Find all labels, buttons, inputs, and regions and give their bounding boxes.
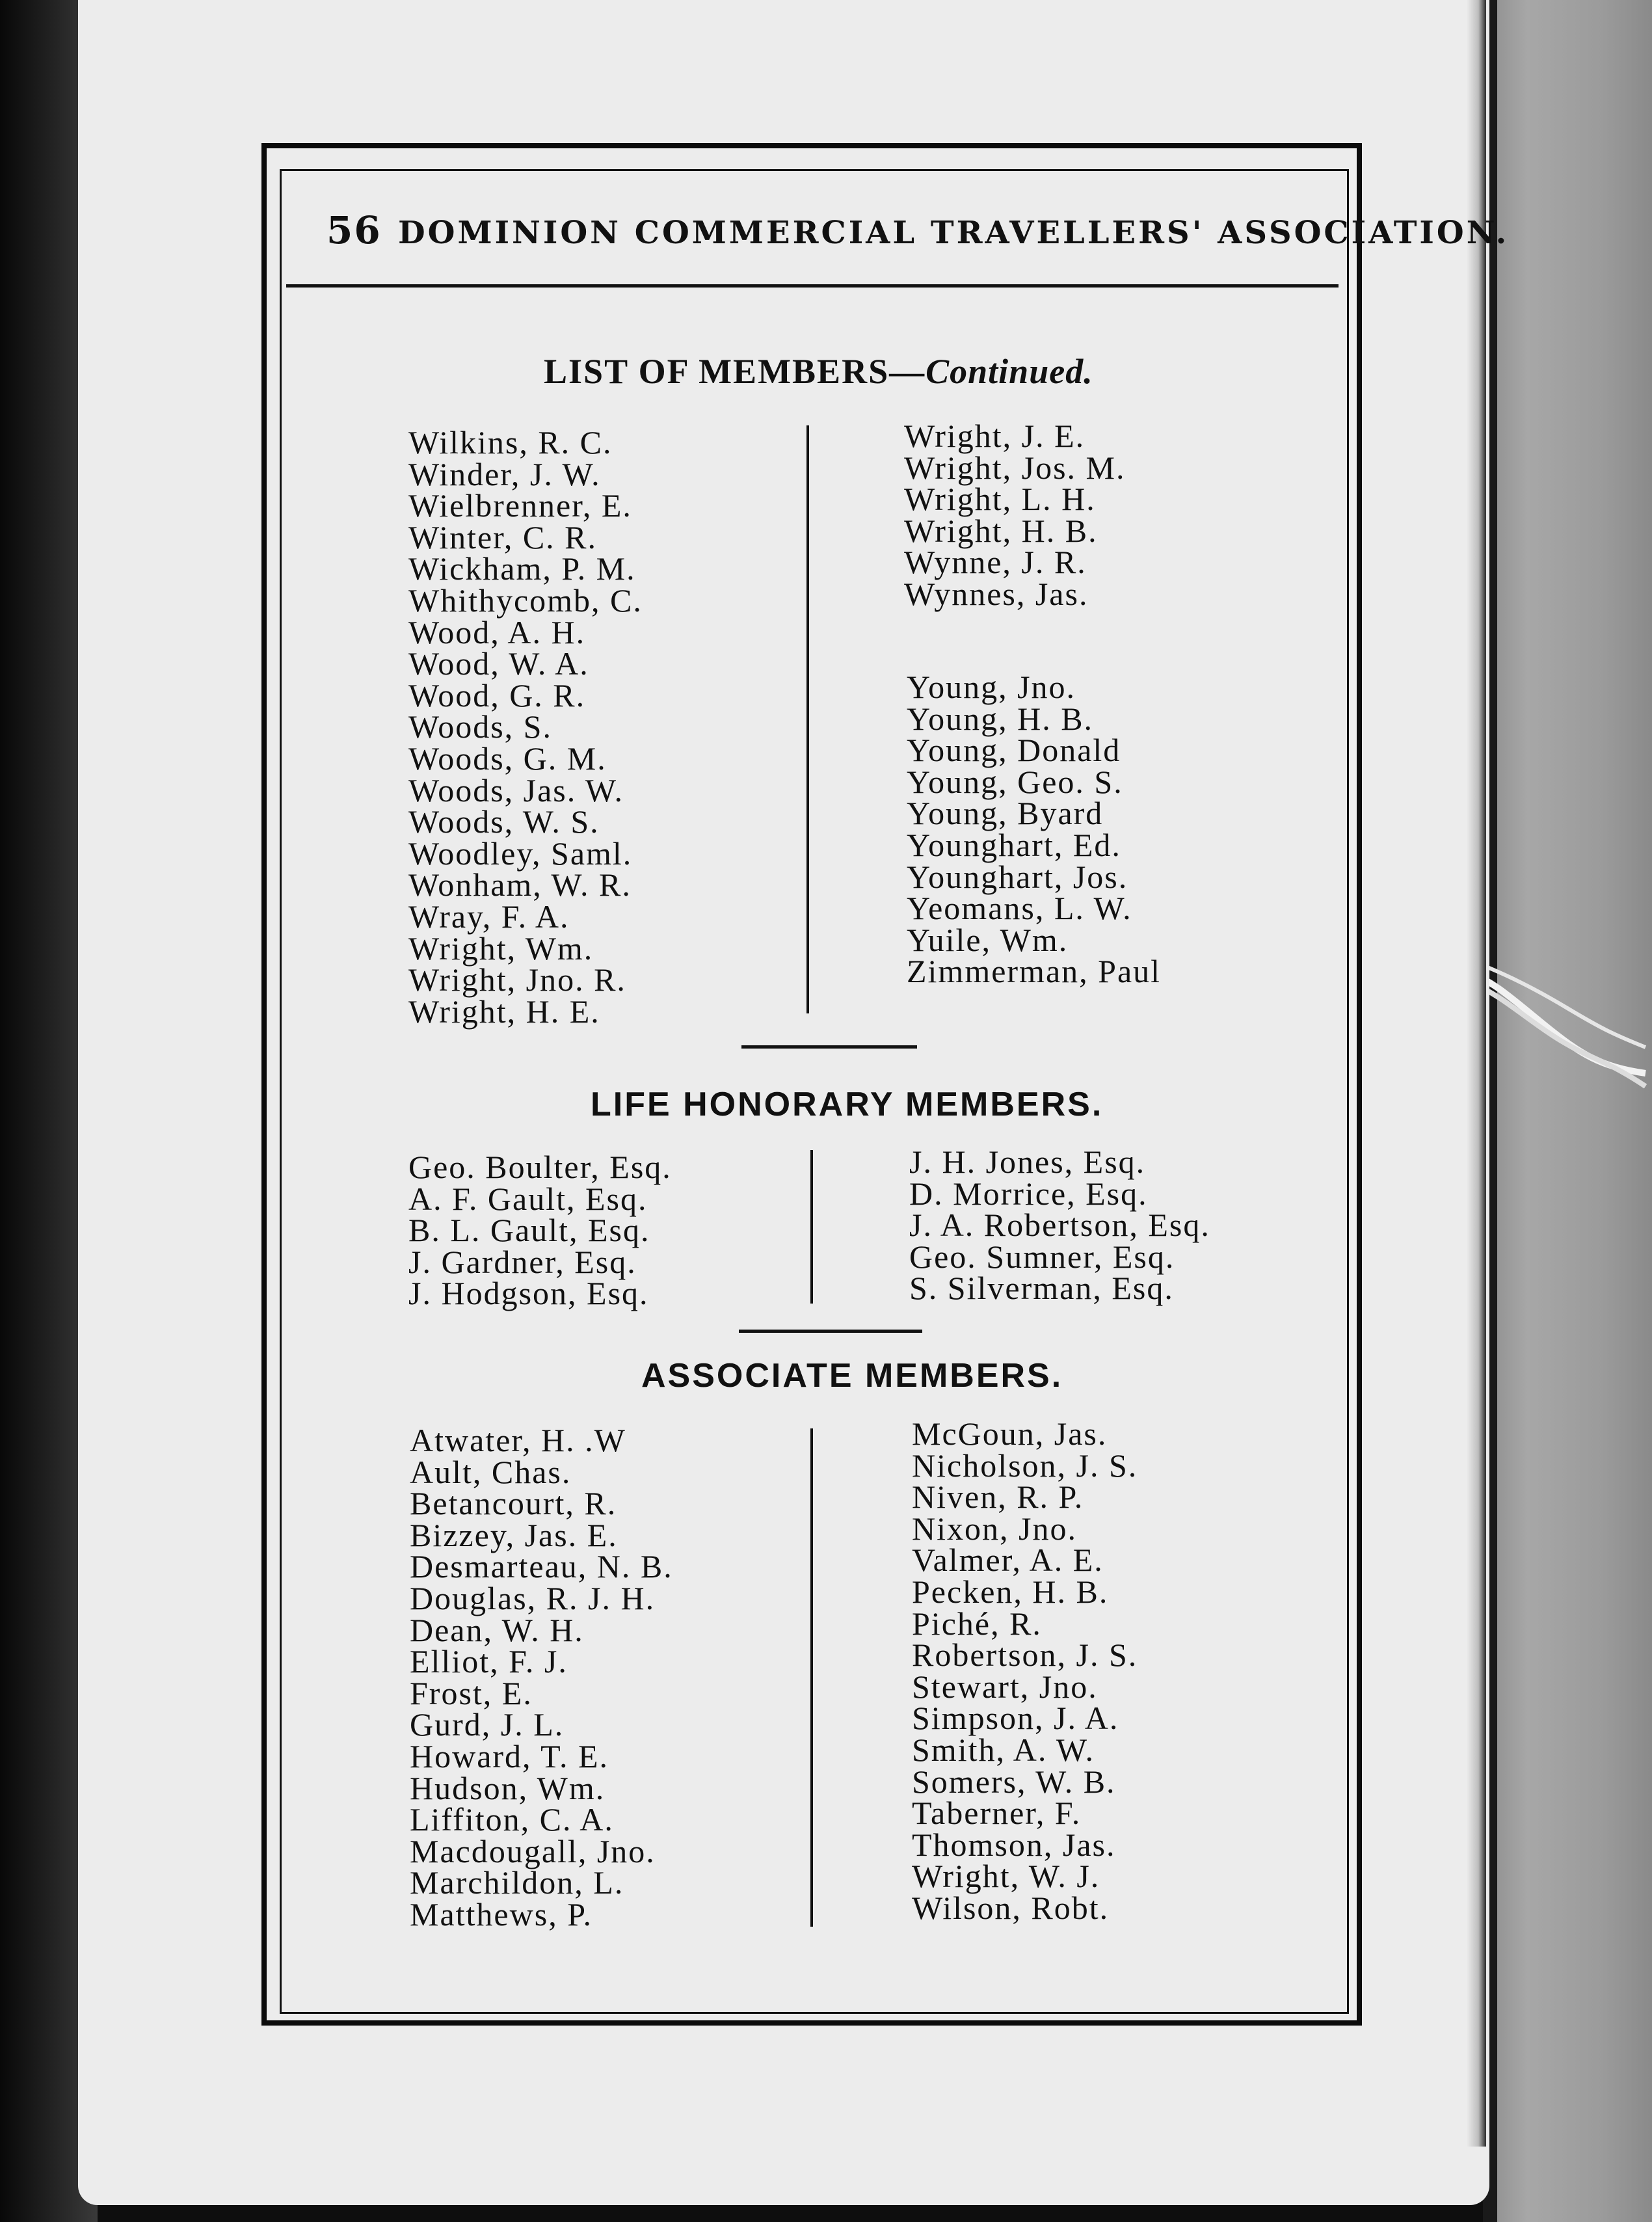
list-item: Howard, T. E.	[410, 1737, 609, 1774]
list-item: Young, Byard	[907, 795, 1104, 832]
running-title: DOMINION COMMERCIAL TRAVELLERS' ASSOCIATION.	[398, 215, 1510, 251]
list-item: Smith, A. W.	[912, 1731, 1095, 1768]
associate-right-column	[912, 1415, 1138, 1926]
list-item: Wynne, J. R.	[904, 544, 1087, 581]
list-item: Liffiton, C. A.	[410, 1801, 614, 1838]
column-divider	[810, 1428, 813, 1927]
list-item: J. H. Jones, Esq.	[909, 1144, 1146, 1180]
list-item: Hudson, Wm.	[410, 1769, 606, 1806]
life-honorary-title: LIFE HONORARY MEMBERS.	[591, 1086, 1104, 1123]
list-item: A. F. Gault, Esq.	[408, 1180, 648, 1217]
list-item: Bizzey, Jas. E.	[410, 1516, 618, 1553]
list-item: Young, Donald	[907, 732, 1121, 769]
list-item: Matthews, P.	[410, 1895, 593, 1933]
honorary-right-column	[909, 1144, 1210, 1307]
list-item: Stewart, Jno.	[912, 1668, 1098, 1705]
list-item: Taberner, F.	[912, 1795, 1082, 1832]
page-edge-shadow	[1467, 0, 1486, 2147]
list-item: Yuile, Wm.	[907, 921, 1069, 958]
section-title-text: LIST OF MEMBERS—	[544, 352, 926, 391]
list-item: Betancourt, R.	[410, 1485, 617, 1522]
list-item: Nicholson, J. S.	[912, 1447, 1138, 1484]
members-left-column	[408, 424, 643, 1030]
honorary-left-column	[408, 1149, 672, 1312]
list-item: Desmarteau, N. B.	[410, 1548, 673, 1585]
list-item: Yeomans, L. W.	[907, 890, 1132, 927]
list-item: Macdougall, Jno.	[410, 1832, 656, 1869]
list-item: Piché, R.	[912, 1605, 1042, 1642]
members-right-column-w	[904, 420, 1126, 610]
list-item: Wright, Jno. R.	[408, 961, 626, 998]
list-item: Wright, L. H.	[904, 481, 1096, 518]
running-header	[299, 208, 1510, 260]
associate-left-column	[410, 1422, 673, 1933]
list-item: Younghart, Jos.	[907, 858, 1128, 895]
list-item: Zimmerman, Paul	[907, 953, 1162, 990]
list-item: Wood, W. A.	[408, 645, 589, 682]
list-item: J. Gardner, Esq.	[408, 1243, 637, 1280]
list-item: Woods, S.	[408, 708, 552, 745]
list-item: Wilson, Robt.	[912, 1889, 1110, 1926]
section-separator	[739, 1330, 922, 1333]
list-item: Wright, J. E.	[904, 418, 1086, 454]
list-item: Young, H. B.	[907, 700, 1094, 737]
column-divider	[810, 1150, 813, 1304]
list-item: Elliot, F. J.	[410, 1643, 568, 1680]
list-item: Wright, Jos. M.	[904, 449, 1126, 486]
list-item: S. Silverman, Esq.	[909, 1270, 1174, 1307]
list-item: Gurd, J. L.	[410, 1706, 565, 1743]
list-item: Winder, J. W.	[408, 455, 601, 492]
list-item: Geo. Boulter, Esq.	[408, 1149, 672, 1185]
list-item: Wickham, P. M.	[408, 550, 636, 587]
list-item: Robertson, J. S.	[912, 1637, 1138, 1674]
list-item: Douglas, R. J. H.	[410, 1579, 656, 1616]
list-item: Wynnes, Jas.	[904, 575, 1089, 612]
list-item: Frost, E.	[410, 1674, 533, 1711]
list-item: Woods, W. S.	[408, 803, 600, 840]
list-item: Wray, F. A.	[408, 898, 570, 935]
list-item: Wood, A. H.	[408, 613, 586, 650]
page-number: 56	[326, 208, 382, 252]
list-item: B. L. Gault, Esq.	[408, 1212, 650, 1249]
book-cover-board	[1486, 0, 1652, 2222]
list-item: Young, Geo. S.	[907, 763, 1123, 800]
section-title-continued: Continued.	[926, 352, 1093, 391]
list-item: Geo. Sumner, Esq.	[909, 1238, 1175, 1275]
list-item: Woods, G. M.	[408, 740, 607, 777]
list-item: Wood, G. R.	[408, 676, 586, 714]
list-item: Younghart, Ed.	[907, 826, 1121, 863]
list-item: Wielbrenner, E.	[408, 487, 632, 524]
members-right-column-yz	[907, 669, 1162, 990]
list-item: Marchildon, L.	[410, 1864, 624, 1901]
list-item: Ault, Chas.	[410, 1453, 572, 1490]
list-item: Wright, H. E.	[408, 993, 600, 1030]
list-item: Nixon, Jno.	[912, 1510, 1077, 1547]
list-item: Niven, R. P.	[912, 1479, 1084, 1516]
list-item: Atwater, H. .W	[410, 1422, 626, 1458]
list-item: McGoun, Jas.	[912, 1415, 1108, 1452]
list-item: Whithycomb, C.	[408, 582, 643, 619]
list-item: Woods, Jas. W.	[408, 771, 624, 809]
list-of-members-title	[544, 351, 1093, 392]
list-item: Somers, W. B.	[912, 1763, 1116, 1800]
list-item: J. A. Robertson, Esq.	[909, 1207, 1210, 1244]
list-item: Woodley, Saml.	[408, 835, 633, 872]
list-item: Winter, C. R.	[408, 518, 598, 556]
list-item: Valmer, A. E.	[912, 1542, 1104, 1579]
list-item: Wright, W. J.	[912, 1858, 1100, 1895]
list-item: Thomson, Jas.	[912, 1826, 1116, 1863]
list-item: Young, Jno.	[907, 669, 1076, 705]
list-item: D. Morrice, Esq.	[909, 1175, 1148, 1212]
list-item: Pecken, H. B.	[912, 1573, 1109, 1610]
column-divider	[806, 425, 809, 1013]
list-item: Wright, Wm.	[408, 930, 594, 967]
associate-members-title: ASSOCIATE MEMBERS.	[641, 1357, 1063, 1395]
list-item: Wonham, W. R.	[408, 866, 632, 904]
list-item: Simpson, J. A.	[912, 1700, 1119, 1737]
section-separator	[741, 1045, 917, 1049]
list-item: Wilkins, R. C.	[408, 424, 613, 461]
header-rule	[286, 284, 1339, 288]
list-item: Wright, H. B.	[904, 512, 1098, 549]
list-item: J. Hodgson, Esq.	[408, 1275, 649, 1312]
list-item: Dean, W. H.	[410, 1611, 584, 1648]
